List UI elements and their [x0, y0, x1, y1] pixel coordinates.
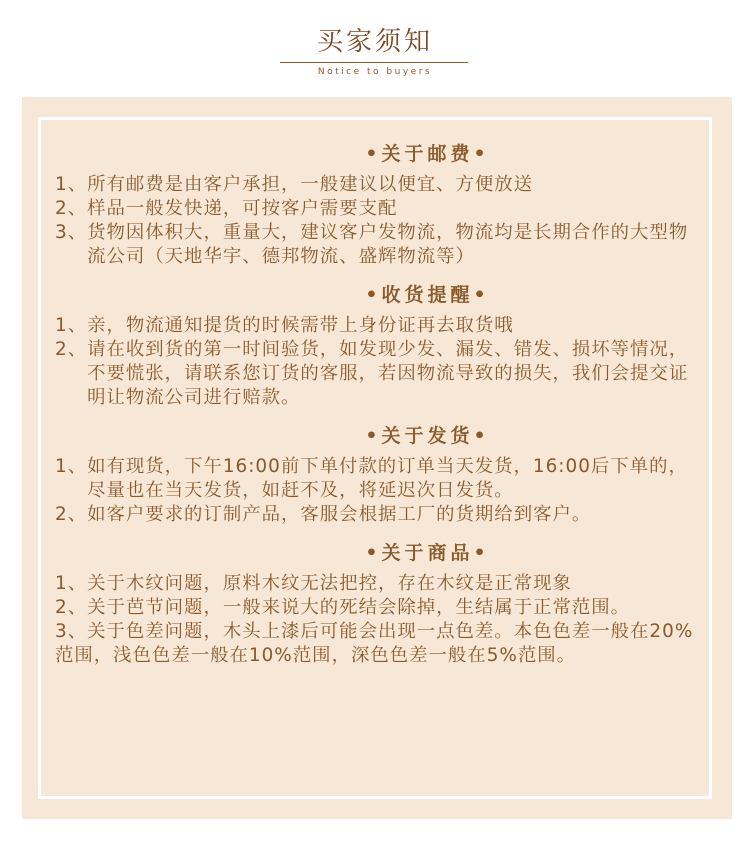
item-number: 1、: [55, 456, 88, 477]
item-number: 1、: [55, 573, 88, 594]
title-underline: [280, 62, 468, 63]
page-title: 买家须知: [316, 27, 433, 57]
item-number: 1、: [55, 174, 88, 195]
section-title: •关于商品•: [365, 542, 490, 564]
item-number: 3、: [55, 621, 88, 642]
item-number: 3、: [55, 222, 88, 243]
item-number: 1、: [55, 315, 88, 336]
item-text: 如客户要求的订制产品，客服会根据工厂的货期给到客户。: [87, 504, 592, 525]
list-item: [55, 338, 705, 410]
list-item: [55, 173, 705, 197]
section-delivery: [55, 422, 705, 527]
header: [0, 0, 750, 90]
page-subtitle: Notice to buyers: [317, 67, 433, 77]
item-text: 请在收到货的第一时间验货，如发现少发、漏发、错发、损坏等情况，不要慌张，请联系您订货的客服，若因物流导致的损失，我们会提交证明让物流公司进行赔款。: [87, 339, 689, 408]
section-title: •收货提醒•: [365, 284, 490, 306]
list-item: [55, 455, 705, 503]
item-text: 所有邮费是由客户承担，一般建议以便宜、方便放送: [87, 174, 534, 195]
section-title: •关于发货•: [365, 425, 490, 447]
item-text: 亲，物流通知提货的时候需带上身份证再去取货哦: [87, 315, 514, 336]
list-item: [55, 221, 705, 269]
section-shipping-fee: [55, 140, 705, 269]
item-text: 关于芭节问题，一般来说大的死结会除掉，生结属于正常范围。: [87, 597, 631, 618]
item-number: 2、: [55, 339, 88, 360]
list-item: [55, 620, 705, 668]
item-text: 货物因体积大，重量大，建议客户发物流，物流均是长期合作的大型物流公司（天地华宇、德邦物流、盛辉物流等）: [87, 222, 689, 267]
section-products: [55, 539, 705, 668]
item-text: 关于色差问题，木头上漆后可能会出现一点色差。本色色差一般在20%范围，浅色色差一般在10%范围，深色色差一般在5%范围。: [55, 621, 694, 666]
item-number: 2、: [55, 198, 88, 219]
item-text: 样品一般发快递，可按客户需要支配: [87, 198, 398, 219]
list-item: [55, 572, 705, 596]
list-item: [55, 503, 705, 527]
list-item: [55, 314, 705, 338]
item-number: 2、: [55, 597, 88, 618]
notice-content: [55, 140, 705, 680]
list-item: [55, 197, 705, 221]
list-item: [55, 596, 705, 620]
item-number: 2、: [55, 504, 88, 525]
section-receiving: [55, 281, 705, 410]
section-title: •关于邮费•: [365, 143, 490, 165]
item-text: 关于木纹问题，原料木纹无法把控，存在木纹是正常现象: [87, 573, 572, 594]
item-text: 如有现货，下午16:00前下单付款的订单当天发货，16:00后下单的，尽量也在当天发货，如赶不及，将延迟次日发货。: [87, 456, 688, 501]
